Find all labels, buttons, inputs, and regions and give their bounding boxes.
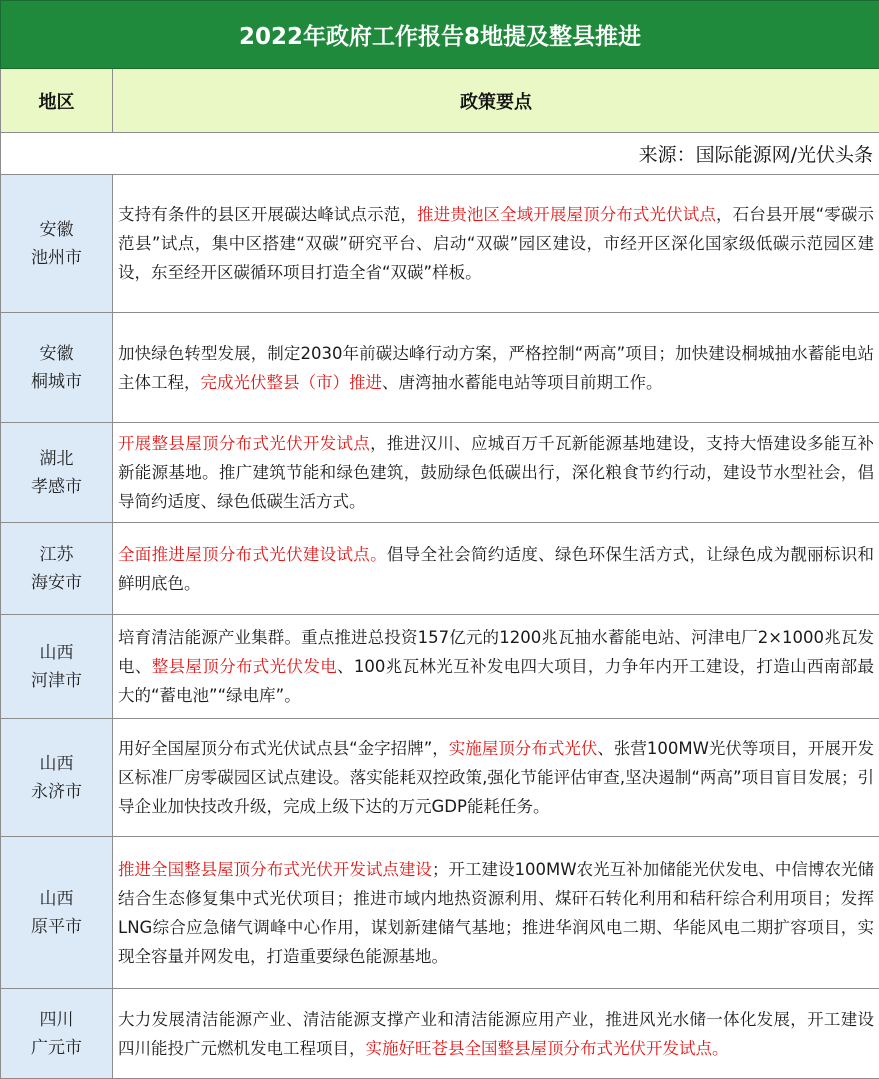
policy-text: ，石台县开展“零碳示范县”试点，集中区搭建“双碳”研究平台、启动“双碳”园区建设，市经开区深化国家级低碳示范园区建设，东至经开区碳循环项目打造全省“双碳”样板。 bbox=[118, 205, 874, 282]
policy-text: ；开工建设100MW农光互补加储能光伏发电、中信博农光储结合生态修复集中式光伏项目；推进市域内地热资源利用、煤矸石转化利用和秸秆综合利用项目；发挥LNG综合应急储气调峰中心作用，谋划新建储气基地；推进华润风电二期、华能风电二期扩容项目，实现全容量并网发电，打造重要绿色能源基地。 bbox=[118, 860, 874, 966]
highlight-text: 实施好旺苍县全国整县屋顶分布式光伏开发试点。 bbox=[366, 1039, 729, 1058]
policy-cell bbox=[113, 423, 879, 523]
city-label: 池州市 bbox=[1, 244, 112, 272]
region-cell bbox=[1, 523, 113, 615]
region-cell bbox=[1, 719, 113, 837]
city-label: 桐城市 bbox=[1, 368, 112, 396]
policy-text: 、张营100MW光伏等项目，开展开发区标准厂房零碳园区试点建设。落实能耗双控政策,强化节能评估审查,坚决遏制“两高”项目盲目发展；引导企业加快技改升级，完成上级下达的万元GDP能耗任务。 bbox=[118, 739, 874, 816]
region-cell bbox=[1, 615, 113, 719]
city-label: 孝感市 bbox=[1, 473, 112, 501]
policy-cell bbox=[113, 837, 879, 989]
city-label: 原平市 bbox=[1, 913, 112, 941]
province-label: 山西 bbox=[1, 639, 112, 667]
city-label: 海安市 bbox=[1, 569, 112, 597]
table-title: 2022年政府工作报告8地提及整县推进 bbox=[1, 1, 879, 69]
table-row bbox=[1, 523, 879, 615]
highlight-text: 开展整县屋顶分布式光伏开发试点 bbox=[118, 434, 370, 453]
highlight-text: 推进贵池区全域开展屋顶分布式光伏试点 bbox=[417, 205, 716, 224]
policy-cell bbox=[113, 175, 879, 313]
region-cell bbox=[1, 313, 113, 423]
highlight-text: 完成光伏整县（市）推进 bbox=[201, 373, 383, 392]
province-label: 安徽 bbox=[1, 340, 112, 368]
region-cell bbox=[1, 423, 113, 523]
policy-text: 培育清洁能源产业集群。重点推进总投资157亿元的1200兆瓦抽水蓄能电站、河津电厂2×1000兆瓦发电、 bbox=[118, 628, 874, 676]
highlight-text: 推进全国整县屋顶分布式光伏开发试点建设 bbox=[118, 860, 432, 879]
highlight-text: 整县屋顶分布式光伏发电 bbox=[152, 657, 337, 676]
city-label: 广元市 bbox=[1, 1034, 112, 1062]
policy-cell bbox=[113, 719, 879, 837]
province-label: 山西 bbox=[1, 750, 112, 778]
region-cell bbox=[1, 989, 113, 1079]
policy-text: 、100兆瓦林光互补发电四大项目，力争年内开工建设，打造山西南部最大的“蓄电池”“绿电库”。 bbox=[118, 657, 874, 705]
province-label: 江苏 bbox=[1, 541, 112, 569]
province-label: 山西 bbox=[1, 885, 112, 913]
province-label: 湖北 bbox=[1, 445, 112, 473]
table-row bbox=[1, 615, 879, 719]
policy-text: 支持有条件的县区开展碳达峰试点示范， bbox=[118, 205, 417, 224]
header-region: 地区 bbox=[1, 69, 113, 133]
source-row bbox=[1, 133, 879, 175]
policy-text: 倡导全社会简约适度、绿色环保生活方式，让绿色成为靓丽标识和鲜明底色。 bbox=[118, 545, 874, 593]
province-label: 四川 bbox=[1, 1006, 112, 1034]
policy-text: ，推进汉川、应城百万千瓦新能源基地建设，支持大悟建设多能互补新能源基地。推广建筑节能和绿色建筑，鼓励绿色低碳出行，深化粮食节约行动，建设节水型社会，倡导简约适度、绿色低碳生活方式。 bbox=[118, 434, 874, 511]
policy-text: 、唐湾抽水蓄能电站等项目前期工作。 bbox=[382, 373, 663, 392]
province-label: 安徽 bbox=[1, 216, 112, 244]
policy-text: 用好全国屋顶分布式光伏试点县“金字招牌”， bbox=[118, 739, 449, 758]
header-policy: 政策要点 bbox=[113, 69, 879, 133]
highlight-text: 全面推进屋顶分布式光伏建设试点。 bbox=[118, 545, 387, 564]
table-row bbox=[1, 313, 879, 423]
region-cell bbox=[1, 175, 113, 313]
city-label: 永济市 bbox=[1, 778, 112, 806]
header-row bbox=[1, 69, 879, 133]
policy-cell bbox=[113, 615, 879, 719]
table-row bbox=[1, 989, 879, 1079]
table-row bbox=[1, 175, 879, 313]
table-row bbox=[1, 837, 879, 989]
region-cell bbox=[1, 837, 113, 989]
table-row bbox=[1, 423, 879, 523]
policy-text: 加快绿色转型发展，制定2030年前碳达峰行动方案，严格控制“两高”项目；加快建设桐城抽水蓄能电站主体工程， bbox=[118, 344, 874, 392]
table-row bbox=[1, 719, 879, 837]
city-label: 河津市 bbox=[1, 667, 112, 695]
source-note: 来源：国际能源网/光伏头条 bbox=[1, 133, 879, 175]
policy-cell bbox=[113, 989, 879, 1079]
policy-text: 大力发展清洁能源产业、清洁能源支撑产业和清洁能源应用产业，推进风光水储一体化发展，开工建设四川能投广元燃机发电工程项目， bbox=[118, 1010, 874, 1058]
policy-cell bbox=[113, 313, 879, 423]
highlight-text: 实施屋顶分布式光伏 bbox=[449, 739, 598, 758]
policy-cell bbox=[113, 523, 879, 615]
title-row bbox=[1, 1, 879, 69]
